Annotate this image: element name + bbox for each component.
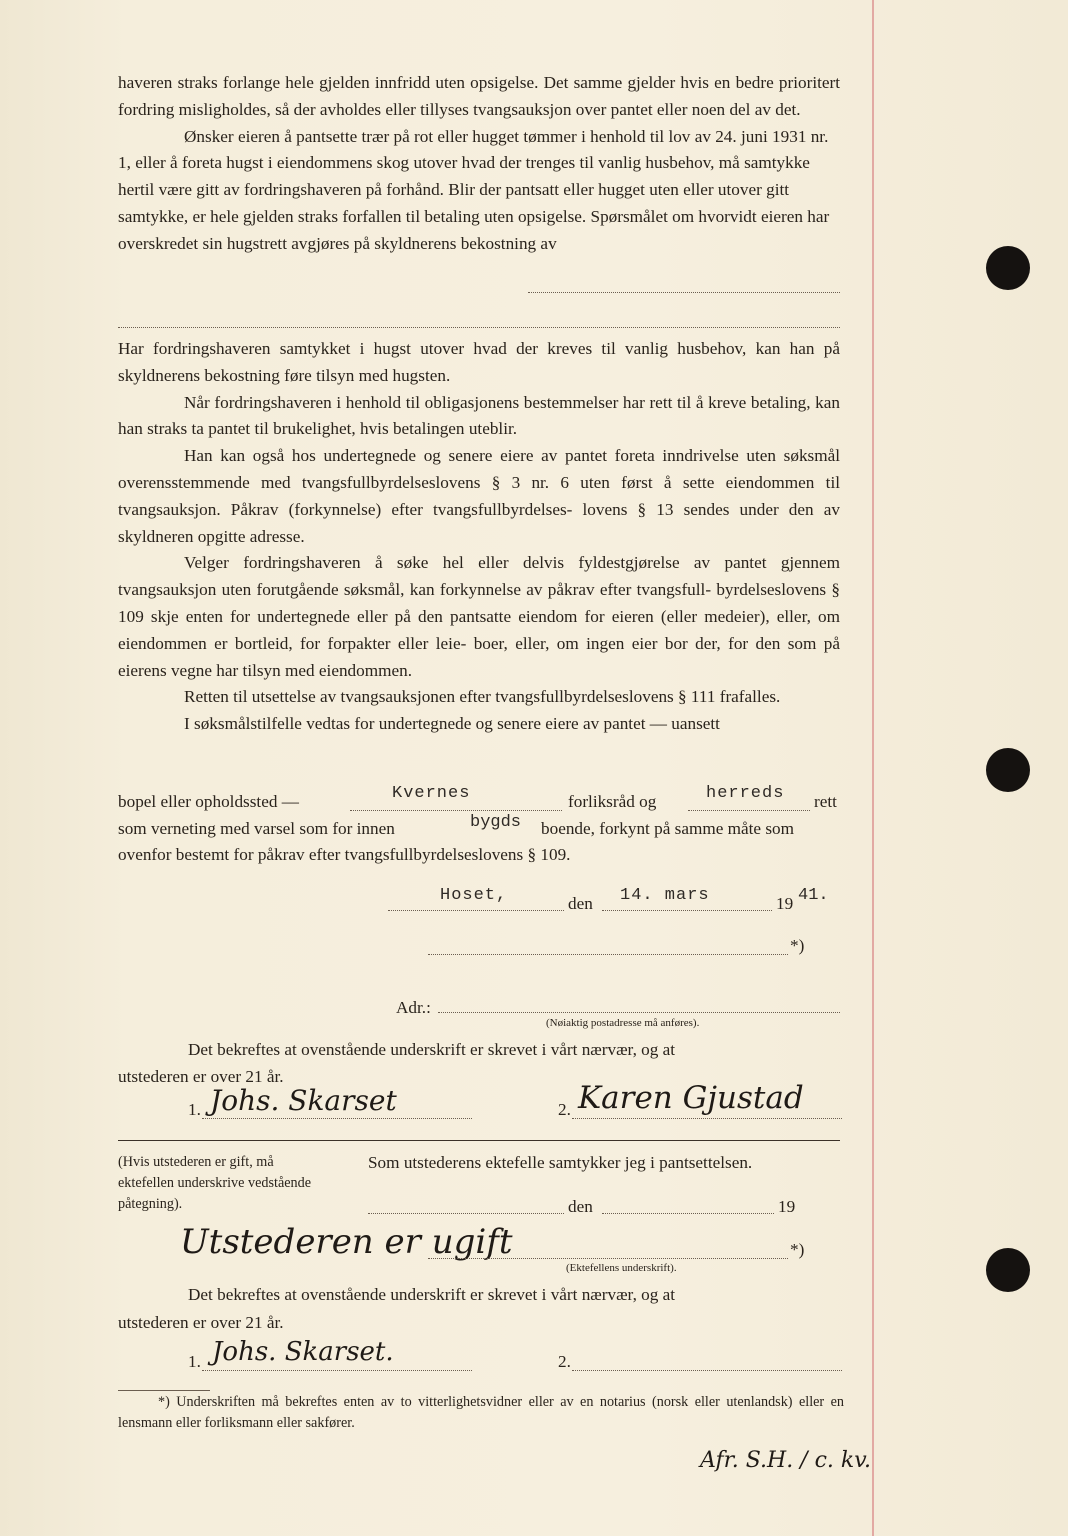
margin-rule [872, 0, 874, 1536]
witness1-number-1: 1. [188, 1100, 201, 1119]
spouse-caption: (Ektefellens underskrift). [566, 1262, 677, 1274]
hugst-fill-line-2 [118, 327, 840, 328]
witness1-text-a: Det bekreftes at ovenstående underskrift er skrevet i vårt nærvær, og at [188, 1040, 676, 1059]
text-block-top [118, 70, 840, 258]
date-den: den [568, 894, 593, 913]
clerk-annotation: Afr. S.H. / c. kv. [700, 1448, 872, 1473]
footnote-rule [118, 1390, 210, 1391]
spouse-signature-line [428, 1258, 788, 1259]
witness2-signature-1: Johs. Skarset. [212, 1337, 394, 1367]
punch-hole-top [986, 246, 1030, 290]
paragraph-6: Velger fordringshaveren å søke hel eller delvis fyldestgjørelse av pantet gjennem tvangsauksjon uten forutgående søksmål, kan forkynnelse av påkrav efter tvangsfull- byrdelseslovens § 109 skje enten for undertegnede eller på den pantsatte eiendom for eieren (eller medeier), eller, om eiendommen er bortleid, for forpakter eller leie- boer, eller, om ingen eier bor der, for den som på eierens vegne har tilsyn med eiendommen. [118, 553, 840, 680]
paragraph-5: Han kan også hos undertegnede og senere eiere av pantet foreta inndrivelse uten søksmål overensstemmende med tvangsfullbyrdelseslovens § 3 nr. 6 uten først å sette eiendommen til tvangsauksjon. Påkrav (forkynnelse) efter tvangsfullbyrdelses- lovens § 13 sendes under den av skyldneren opgitte adresse. [118, 446, 840, 546]
venue-place-line [350, 810, 562, 811]
spouse-year-prefix: 19 [778, 1197, 796, 1216]
hugst-fill-line [528, 292, 840, 293]
witness2-number-1: 1. [188, 1352, 201, 1371]
address-caption: (Nøiaktig postadresse må anføres). [546, 1017, 700, 1029]
venue-court: herreds [706, 784, 785, 803]
spouse-consent: Som utstederens ektefelle samtykker jeg i pantsettelsen. [368, 1153, 753, 1172]
paragraph-7: Retten til utsettelse av tvangsauksjonen efter tvangsfullbyrdelseslovens § 111 frafalles. [184, 687, 781, 707]
venue-typed-insert: bygds [470, 813, 522, 832]
spouse-den: den [568, 1197, 593, 1216]
spouse-handwritten: Utstederen er ugift [180, 1222, 513, 1262]
paragraph-4: Når fordringshaveren i henhold til obligasjonens bestemmelser har rett til å kreve betaling, kan han straks ta pantet til brukelighet, hvis betalingen uteblir. [118, 392, 840, 439]
spouse-date-line-1 [368, 1213, 564, 1214]
venue-court-line [688, 810, 810, 811]
address-label: Adr.: [396, 998, 431, 1017]
date-place: Hoset, [440, 886, 508, 905]
issuer-signature-line [428, 954, 788, 955]
date-year-prefix: 19 [776, 894, 794, 913]
venue-mid: forliksråd og [568, 792, 657, 811]
paragraph-3: Har fordringshaveren samtykket i hugst utover hvad der kreves til vanlig husbehov, kan han på skyldnerens bekostning føre tilsyn med hugsten. [118, 339, 840, 385]
witness1-text-b: utstederen er over 21 år. [118, 1067, 284, 1086]
paragraph-2: Ønsker eieren å pantsette trær på rot eller hugget tømmer i henhold til lov av 24. juni 1931 nr. 1, eller å foreta hugst i eiendommens skog utover hvad der trenges til vanlig husbehov, må samtykke hertil være gitt av fordringshaveren på forhånd. Blir der pantsatt eller hugget uten eller utover gitt samtykke, er hele gjelden straks forfallen til betaling uten opsigelse. Spørsmålet om hvorvidt eieren har overskredet sin hugstrett avgjøres på skyldnerens bekostning av [118, 126, 830, 253]
issuer-signature-mark: *) [790, 936, 805, 955]
witness1-number-2: 2. [558, 1100, 571, 1119]
witness2-text-a: Det bekreftes at ovenstående underskrift er skrevet i vårt nærvær, og at [188, 1285, 676, 1304]
paragraph-1: haveren straks forlange hele gjelden innfridd uten opsigelse. Det samme gjelder hvis en bedre prioritert fordring misligholdes, så der avholdes eller tillyses tvangsauksjon over pantet eller noen del av det. [118, 73, 840, 119]
witness2-line-1 [202, 1370, 472, 1371]
witness1-line-1 [202, 1118, 472, 1119]
venue-place: Kvernes [392, 784, 471, 803]
section-divider [118, 1140, 840, 1141]
spouse-date-line-2 [602, 1213, 774, 1214]
witness2-text-b: utstederen er over 21 år. [118, 1313, 284, 1332]
witness1-signature-1: Johs. Skarset [210, 1084, 397, 1117]
date-year-suffix: 41. [798, 886, 829, 905]
text-block-middle [118, 336, 840, 738]
date-place-line [388, 910, 564, 911]
venue-line1-start: bopel eller opholdssted — [118, 792, 299, 811]
date-date: 14. mars [620, 886, 710, 905]
spouse-mark: *) [790, 1240, 805, 1259]
witness2-number-2: 2. [558, 1352, 571, 1371]
spouse-note: (Hvis utstederen er gift, må ektefellen underskrive vedstående påtegning). [118, 1154, 312, 1212]
punch-hole-bottom [986, 1248, 1030, 1292]
venue-line2-end: boende, forkynt på samme måte som [541, 819, 794, 838]
date-date-line [602, 910, 772, 911]
venue-line2-start: som verneting med varsel som for innen [118, 819, 395, 838]
witness1-signature-2: Karen Gjustad [578, 1080, 804, 1116]
witness1-line-2 [572, 1118, 842, 1119]
footnote: *) Underskriften må bekreftes enten av to vitterlighetsvidner eller av en notarius (norsk eller utenlandsk) eller en lensmann eller forliksmann eller sakfører. [118, 1394, 844, 1431]
venue-line3: ovenfor bestemt for påkrav efter tvangsfullbyrdelseslovens § 109. [118, 845, 571, 864]
venue-end: rett [814, 792, 837, 811]
punch-hole-middle [986, 748, 1030, 792]
witness2-line-2 [572, 1370, 842, 1371]
paragraph-8: I søksmålstilfelle vedtas for undertegnede og senere eiere av pantet — uansett [184, 714, 720, 734]
address-line [438, 1012, 840, 1013]
